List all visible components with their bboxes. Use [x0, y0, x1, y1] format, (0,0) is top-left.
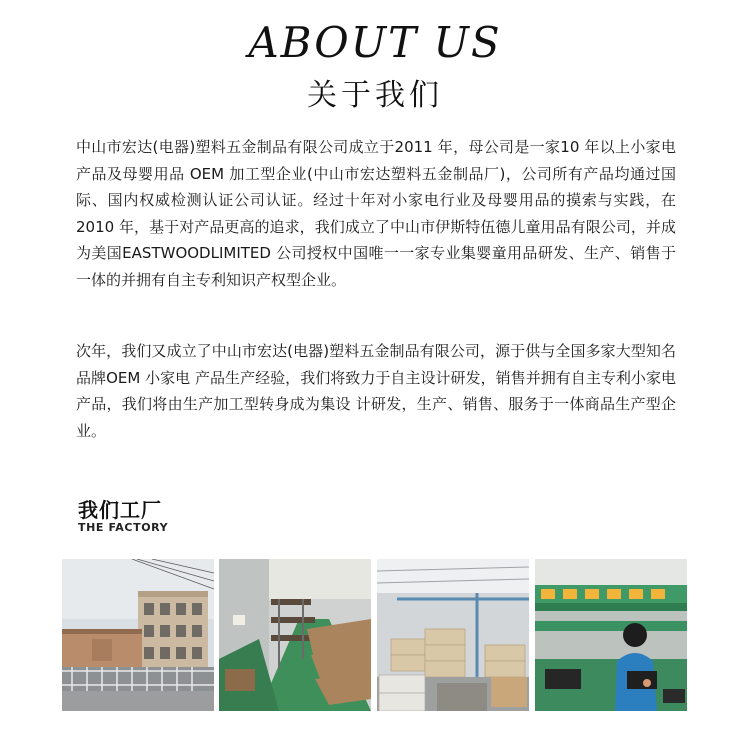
- page-title-english: ABOUT US: [248, 18, 502, 67]
- factory-section-subtitle: THE FACTORY: [78, 521, 169, 534]
- warehouse-shelves-photo: [219, 559, 371, 711]
- intro-paragraph-1: 中山市宏达(电器)塑料五金制品有限公司成立于2011 年，母公司是一家10 年以上小家电产品及母婴用品 OEM 加工型企业(中山市宏达塑料五金制品厂)，公司所有产品均通过国际、国内权威检测认证公司认证。经过十年对小家电行业及母婴用品的摸索与实践，在2010 年，基于对产品更高的追求，我们成立了中山市伊斯特伍德儿童用品有限公司，并成为美国EASTWOODLIMITED 公司授权中国唯一一家专业集婴童用品研发、生产、销售于一体的并拥有自主专利知识产权型企业。: [76, 138, 676, 289]
- assembly-line-photo: [535, 559, 687, 711]
- page-title-chinese: 关于我们: [307, 78, 443, 113]
- factory-building-photo: [62, 559, 214, 711]
- storage-sacks-photo: [377, 559, 529, 711]
- intro-paragraph-2: 次年，我们又成立了中山市宏达(电器)塑料五金制品有限公司，源于供与全国多家大型知名品牌OEM 小家电 产品生产经验，我们将致力于自主设计研发，销售并拥有自主专利小家电产品，我们将由生产加工型转身成为集设 计研发，生产、销售、服务于一体商品生产型企业。: [76, 342, 676, 440]
- factory-section-title: 我们工厂: [78, 498, 162, 522]
